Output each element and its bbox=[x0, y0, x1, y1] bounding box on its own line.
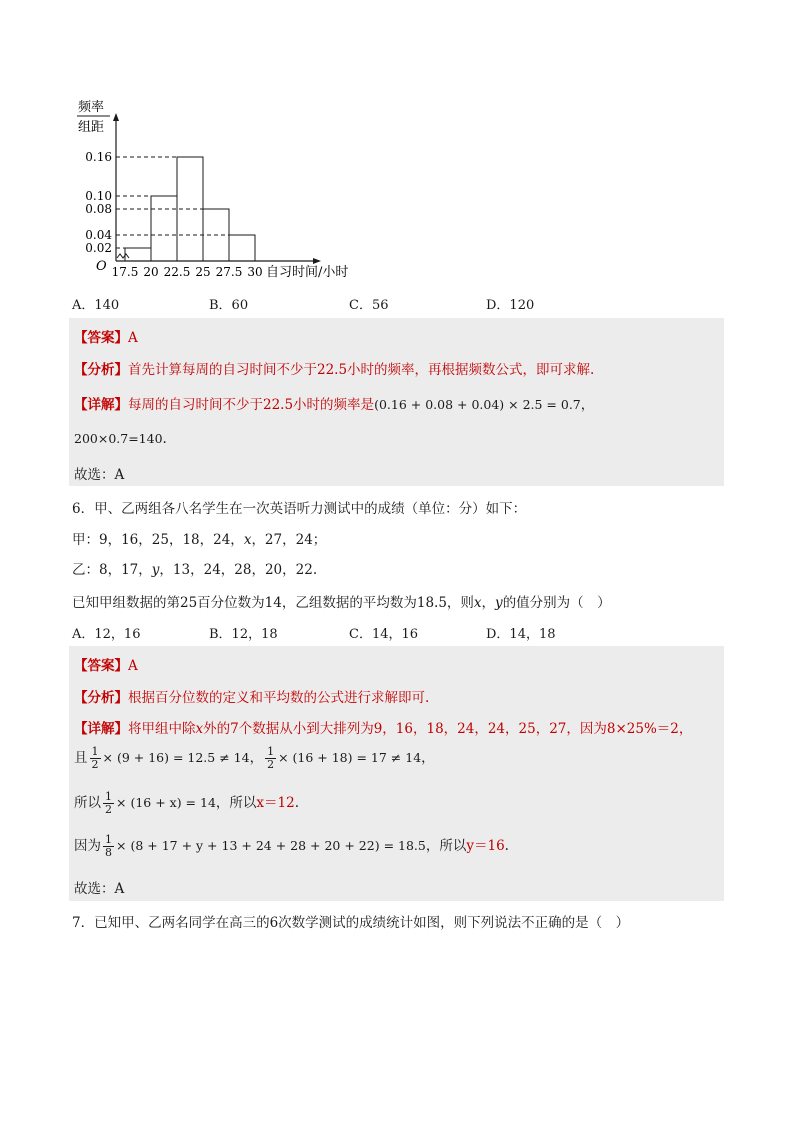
formula-1: × (9 + 16) = 12.5 ≠ 14 bbox=[102, 750, 250, 765]
denominator: 8 bbox=[105, 846, 112, 859]
calc-formula: 200×0.7=140 bbox=[74, 431, 163, 446]
detail-3-end: . bbox=[294, 795, 299, 811]
fraction-half bbox=[90, 746, 101, 771]
q6-option-a: A．12，16 bbox=[72, 627, 141, 642]
numerator: 1 bbox=[105, 790, 112, 803]
formula-sep: ， bbox=[249, 750, 264, 766]
var-x: x bbox=[195, 721, 204, 737]
y-axis-arrow bbox=[113, 113, 119, 121]
fraction-half bbox=[103, 791, 114, 816]
detail-formula: (0.16 + 0.08 + 0.04) × 2.5 = 0.7 bbox=[374, 397, 581, 412]
answer-value: A bbox=[128, 330, 138, 346]
axis-break-mark bbox=[117, 254, 129, 258]
detail-label: 【详解】 bbox=[74, 397, 128, 413]
yi-suffix: ，13，24，28，20，22. bbox=[159, 562, 318, 578]
analysis-text: 根据百分位数的定义和平均数的公式进行求解即可. bbox=[128, 690, 430, 706]
detail-end: ， bbox=[580, 397, 595, 413]
q6-detail-1 bbox=[74, 717, 692, 737]
y-axis-label-bottom: 组距 bbox=[78, 120, 105, 135]
formula-3: × (16 + x) = 14 bbox=[116, 795, 216, 810]
x-tick-label: 20 bbox=[143, 265, 159, 279]
y-tick-label: 0.10 bbox=[85, 189, 112, 203]
detail-3-mid: ，所以 bbox=[215, 795, 257, 811]
denominator: 2 bbox=[105, 803, 112, 816]
q6-stem: 6．甲、乙两组各八名学生在一次英语听力测试中的成绩（单位：分）如下： bbox=[72, 501, 527, 517]
x-result: x＝12 bbox=[256, 795, 295, 811]
jia-prefix: 甲：9，16，25，18，24， bbox=[72, 532, 244, 548]
q6-yi-data bbox=[72, 558, 317, 578]
x-axis-arrow bbox=[313, 258, 321, 264]
q6-option-d: D．14，18 bbox=[486, 627, 556, 642]
numerator: 1 bbox=[105, 833, 112, 846]
formula-end: ， bbox=[421, 750, 435, 766]
analysis-label: 【分析】 bbox=[74, 690, 128, 706]
formula-4: × (8 + 17 + y + 13 + 24 + 28 + 20 + 22) = 18.5 bbox=[116, 838, 426, 853]
detail-label: 【详解】 bbox=[74, 721, 128, 737]
histogram-bar bbox=[125, 248, 151, 261]
var-x: x bbox=[473, 595, 482, 611]
detail-4-prefix: 因为 bbox=[74, 838, 101, 854]
y-result: y＝16 bbox=[466, 838, 505, 854]
q6-solution-block bbox=[69, 646, 724, 901]
numerator: 1 bbox=[267, 745, 275, 758]
denominator: 2 bbox=[91, 758, 99, 771]
fraction-eighth bbox=[103, 834, 114, 859]
q5-option-d: D．120 bbox=[486, 298, 535, 313]
q6-jia-data bbox=[72, 528, 326, 548]
answer-label: 【答案】 bbox=[74, 658, 128, 674]
answer-label: 【答案】 bbox=[74, 330, 128, 346]
q6-detail-2 bbox=[74, 746, 435, 771]
detail-2-prefix: 且 bbox=[74, 750, 88, 766]
choose-value: A bbox=[114, 881, 125, 897]
y-tick-label: 0.08 bbox=[85, 202, 112, 216]
histogram-bar bbox=[151, 196, 177, 261]
q5-choose bbox=[74, 463, 124, 483]
fraction-half bbox=[265, 746, 276, 771]
analysis-label: 【分析】 bbox=[74, 362, 128, 378]
calc-end: . bbox=[162, 431, 167, 447]
question-b: 的值分别为（ ） bbox=[502, 595, 611, 611]
detail-text: 每周的自习时间不少于22.5小时的频率是 bbox=[128, 397, 375, 413]
q5-analysis bbox=[74, 358, 594, 378]
x-tick-label: 17.5 bbox=[111, 265, 139, 279]
choose-label: 故选： bbox=[74, 467, 115, 483]
q7-stem: 7．已知甲、乙两名同学在高三的6次数学测试的成绩统计如图，则下列说法不正确的是（ ） bbox=[72, 915, 630, 931]
q5-answer bbox=[74, 326, 138, 346]
denominator: 2 bbox=[267, 758, 275, 771]
q6-answer bbox=[74, 654, 138, 674]
histogram-chart bbox=[70, 95, 380, 285]
formula-2: × (16 + 18) = 17 ≠ 14 bbox=[278, 750, 422, 765]
var-y: y bbox=[495, 595, 503, 611]
var-x: x bbox=[243, 532, 252, 548]
q5-option-a: A．140 bbox=[72, 298, 120, 313]
x-axis-label: 自习时间/小时 bbox=[266, 265, 349, 280]
q6-detail-3 bbox=[74, 791, 299, 816]
x-tick-label: 25 bbox=[195, 265, 211, 279]
var-y: y bbox=[151, 562, 160, 578]
detail-text-b: 外的7个数据从小到大排列为9，16，18，24，24，25，27，因为8×25%＝2， bbox=[203, 721, 693, 737]
y-tick-label: 0.02 bbox=[85, 241, 112, 255]
choose-label: 故选： bbox=[74, 881, 115, 897]
q5-detail bbox=[74, 393, 594, 413]
detail-text-a: 将甲组中除 bbox=[128, 721, 196, 737]
analysis-text: 首先计算每周的自习时间不少于22.5小时的频率，再根据频数公式，即可求解. bbox=[128, 362, 595, 378]
question-sep: ， bbox=[481, 595, 496, 611]
q6-detail-4 bbox=[74, 834, 509, 859]
yi-prefix: 乙：8，17， bbox=[72, 562, 152, 578]
x-tick-label: 27.5 bbox=[215, 265, 243, 279]
detail-3-prefix: 所以 bbox=[74, 795, 101, 811]
detail-4-end: . bbox=[504, 838, 509, 854]
y-tick-label: 0.04 bbox=[85, 228, 112, 242]
choose-value: A bbox=[114, 467, 125, 483]
q5-option-b: B．60 bbox=[209, 298, 249, 313]
q6-choose bbox=[74, 877, 124, 897]
q6-question bbox=[72, 591, 611, 611]
histogram-bar bbox=[229, 235, 255, 261]
question-a: 已知甲组数据的第25百分位数为14，乙组数据的平均数为18.5，则 bbox=[72, 595, 474, 611]
q6-option-c: C．14，16 bbox=[349, 627, 419, 642]
x-tick-label: 30 bbox=[247, 265, 263, 279]
y-axis-label-top: 频率 bbox=[78, 100, 105, 115]
numerator: 1 bbox=[91, 745, 99, 758]
x-tick-label: 22.5 bbox=[163, 265, 191, 279]
q5-option-c: C．56 bbox=[349, 298, 389, 313]
origin-label: O bbox=[96, 259, 107, 274]
q5-calc bbox=[74, 431, 167, 447]
y-tick-label: 0.16 bbox=[85, 150, 112, 164]
q6-option-b: B．12，18 bbox=[209, 627, 278, 642]
q6-analysis bbox=[74, 686, 429, 706]
answer-value: A bbox=[128, 658, 138, 674]
jia-suffix: ，27，24； bbox=[251, 532, 327, 548]
detail-4-mid: ，所以 bbox=[425, 838, 467, 854]
